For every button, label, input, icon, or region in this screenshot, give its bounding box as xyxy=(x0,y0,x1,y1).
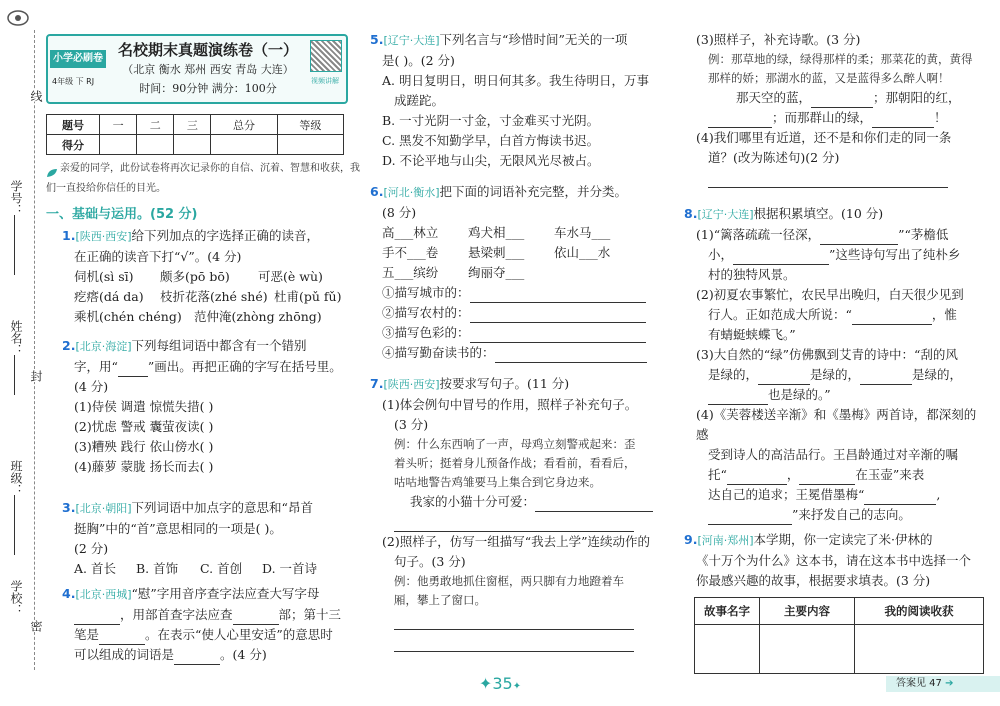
fill-text: , xyxy=(936,487,941,502)
fill-prompt: 我家的小猫十分可爱： xyxy=(410,494,536,509)
fill-text: 是绿的， xyxy=(912,367,963,382)
greeting-line-2: 们一直投给你信任的目光。 xyxy=(46,183,166,194)
fill-text: ”“茅檐低 xyxy=(898,227,949,242)
word-blank[interactable]: 悬梁刺___ xyxy=(468,245,525,260)
fill-text: 行人。正如范成大所说：“ xyxy=(708,307,852,322)
fill-text: ”来抒发自己的志向。 xyxy=(792,507,911,522)
answer-blank[interactable] xyxy=(864,490,936,505)
question-text: 是( )。(2 分) xyxy=(382,53,455,68)
question-text: 把下面的词语补充完整，并分类。 xyxy=(439,184,628,199)
category-label: ③描写色彩的： xyxy=(382,325,470,340)
question-8 xyxy=(684,204,984,525)
question-text: 下列每组词语中都含有一个错别 xyxy=(131,338,307,353)
sub-question: 道？(改为陈述句)(2 分) xyxy=(708,150,840,165)
question-5 xyxy=(370,30,655,171)
reading-header-cell: 故事名字 xyxy=(695,598,760,625)
reading-table-header xyxy=(695,598,984,625)
example-text: 例：什么东西响了一声，母鸡立刻警戒起来：歪 xyxy=(394,437,636,451)
sub-question: (4)我们哪里有近道，还不是和你们走的同一条 xyxy=(696,130,952,145)
answer-blank[interactable] xyxy=(852,310,932,325)
fill-text: ”这些诗句写出了纯朴乡 xyxy=(829,247,961,262)
option[interactable]: B. 首饰 xyxy=(136,561,179,576)
answer-item[interactable]: (2)忧虑 警戒 囊萤夜读( ) xyxy=(74,419,214,434)
poem-text: ！ xyxy=(934,110,947,125)
answer-blank[interactable] xyxy=(708,113,772,128)
reading-cell[interactable] xyxy=(695,625,760,674)
question-text: 部；第十三 xyxy=(278,607,342,622)
question-text: 《十万个为什么》这本书，请在这本书中选择一个 xyxy=(696,553,972,568)
binding-line-label: 线 xyxy=(29,90,43,102)
answer-blank[interactable] xyxy=(708,390,768,405)
question-text: 本学期，你一定读完了米·伊林的 xyxy=(753,532,933,547)
pinyin-row xyxy=(74,307,352,327)
answer-blank[interactable] xyxy=(820,230,898,245)
word-blank[interactable]: 鸡犬相___ xyxy=(468,225,525,240)
question-text: 。(4 分) xyxy=(220,647,267,662)
option[interactable]: B. 一寸光阴一寸金，寸金难买寸光阴。 xyxy=(382,113,600,128)
answer-blank[interactable] xyxy=(74,610,120,625)
greeting-line-1: 亲爱的同学，此份试卷将再次记录你的自信、沉着、智慧和收获，我 xyxy=(60,163,360,174)
score-header-cell: 等级 xyxy=(277,115,343,135)
question-tag: [辽宁·大连] xyxy=(383,34,440,47)
question-tag: [河南·郑州] xyxy=(697,534,754,547)
category-label: ①描写城市的： xyxy=(382,285,470,300)
answer-blank[interactable] xyxy=(727,470,787,485)
question-text: 根据积累填空。(10 分) xyxy=(753,206,884,221)
word-row xyxy=(382,223,655,243)
sub-question: (2)照样子，仿写一组描写“我去上学”连续动作的 xyxy=(382,534,650,549)
question-number: 4. xyxy=(62,586,76,601)
answer-line[interactable] xyxy=(470,308,646,323)
word-blank[interactable]: 绚丽夺___ xyxy=(468,265,525,280)
question-text: 在正确的读音下打“√”。(4 分) xyxy=(74,249,242,264)
sparkle-icon: ✦ xyxy=(512,681,522,692)
question-tag: [辽宁·大连] xyxy=(697,208,754,221)
fill-text: 村的独特风景。 xyxy=(708,267,796,282)
question-number: 5. xyxy=(370,32,384,47)
score-table-header xyxy=(47,115,344,135)
underline-mark xyxy=(118,362,148,377)
qr-code-icon xyxy=(310,40,342,72)
example-text: 那样的娇；那湖水的蓝，又是蓝得多么醉人啊！ xyxy=(708,71,950,85)
leaf-icon xyxy=(46,163,58,173)
fill-text: 受到诗人的高洁品行。王昌龄通过对辛渐的嘱 xyxy=(708,447,959,462)
question-6 xyxy=(370,182,655,363)
example-text: 厢，攀上了窗口。 xyxy=(394,593,486,607)
question-text: 给下列加点的字选择正确的读音， xyxy=(131,228,320,243)
category-label: ④描写勤奋读书的： xyxy=(382,345,495,360)
question-number: 8. xyxy=(684,206,698,221)
pinyin-choice[interactable]: 乘机(chén chéng) xyxy=(74,309,182,324)
pinyin-choice[interactable]: 伺机(sì sī) xyxy=(74,269,134,284)
score-header-cell: 二 xyxy=(137,115,174,135)
answer-blank[interactable] xyxy=(99,630,145,645)
fill-text: 是绿的， xyxy=(708,367,759,382)
question-7 xyxy=(370,374,655,654)
sparkle-icon: ✦ xyxy=(478,674,493,693)
word-row xyxy=(382,243,655,263)
answer-blank[interactable] xyxy=(733,250,829,265)
example-text: 咕咕地警告鸡雏要马上集合到它身边来。 xyxy=(394,475,601,489)
question-3 xyxy=(62,498,352,579)
answer-item[interactable]: (4)藤萝 蒙胧 扬长而去( ) xyxy=(74,459,214,474)
name-label: 姓名： xyxy=(9,320,23,356)
category-label: ②描写农村的： xyxy=(382,305,470,320)
fill-text: 达自己的追求；王冕借墨梅“ xyxy=(708,487,865,502)
word-blank[interactable]: 手不___卷 xyxy=(382,245,439,260)
question-4 xyxy=(62,584,352,665)
word-blank[interactable]: 高___林立 xyxy=(382,225,439,240)
question-tag: [河北·衡水] xyxy=(383,186,440,199)
binding-seal-label: 封 xyxy=(29,370,43,382)
question-9 xyxy=(684,530,984,591)
score-table xyxy=(46,114,344,155)
pinyin-choice[interactable]: 疙瘩(dá da) xyxy=(74,289,144,304)
binding-dense-label: 密 xyxy=(29,620,43,632)
brand-badge: 小学必刷卷 xyxy=(50,50,106,68)
question-text: 可以组成的词语是 xyxy=(74,647,175,662)
option[interactable]: A. 首长 xyxy=(74,561,116,576)
pinyin-choice[interactable]: 范仲淹(zhòng zhōng) xyxy=(194,309,322,324)
reading-table-row xyxy=(695,625,984,674)
question-2 xyxy=(62,336,352,477)
pinyin-row xyxy=(74,287,352,307)
example-text: 着头听；挺着身儿预备作战；看看前，看看后， xyxy=(394,456,636,470)
question-text: 下列词语中加点字的意思和“昂首 xyxy=(131,500,313,515)
question-text: 下列名言与“珍惜时间”无关的一项 xyxy=(439,32,628,47)
question-text: 字，用“ xyxy=(74,359,118,374)
student-id-label: 学号： xyxy=(9,180,23,216)
pinyin-choice[interactable]: 可恶(è wù) xyxy=(258,269,323,284)
sub-question-score: (3 分) xyxy=(394,417,429,432)
section-heading: 一、基础与运用。(52 分) xyxy=(46,207,198,222)
answer-blank[interactable] xyxy=(811,93,873,108)
pinyin-choice[interactable]: 杜甫(pǔ fǔ) xyxy=(274,289,342,304)
question-text: 挺胸”中的“首”意思相同的一项是( )。 xyxy=(74,521,282,536)
arrow-icon: ➔ xyxy=(945,678,954,689)
page-number-text: 35 xyxy=(492,674,513,693)
question-number: 3. xyxy=(62,500,76,515)
exam-cities: （北京 衡水 郑州 西安 青岛 大连） xyxy=(122,63,294,76)
corner-logo-icon xyxy=(6,8,30,28)
grade-label: 4年级 下 RJ xyxy=(52,77,95,86)
answer-blank[interactable] xyxy=(174,650,220,665)
reading-cell[interactable] xyxy=(760,625,855,674)
pinyin-row xyxy=(74,267,352,287)
question-text: 。在表示“使人心里安适”的意思时 xyxy=(145,627,333,642)
answer-line[interactable] xyxy=(394,517,634,532)
word-blank[interactable]: 五___缤纷 xyxy=(382,265,439,280)
answer-line[interactable] xyxy=(495,348,647,363)
option[interactable]: C. 黑发不知勤学早，白首方悔读书迟。 xyxy=(382,133,600,148)
answer-line[interactable] xyxy=(708,173,948,188)
fill-text: 是绿的， xyxy=(810,367,861,382)
poem-text: ；而那群山的绿， xyxy=(772,110,873,125)
option[interactable]: C. 首创 xyxy=(200,561,243,576)
question-text: ，用部首查字法应查 xyxy=(120,607,233,622)
fill-text: (3)大自然的“绿”仿佛飘到艾青的诗中：“刮的风 xyxy=(696,347,958,362)
fill-text: (2)初夏农事繁忙，农民早出晚归，白天很少见到 xyxy=(696,287,964,302)
word-row xyxy=(382,263,655,283)
score-cell[interactable] xyxy=(277,135,343,155)
fill-text: 也是绿的。” xyxy=(768,387,831,402)
answer-blank[interactable] xyxy=(860,370,912,385)
sub-question: 句子。(3 分) xyxy=(394,554,466,569)
score-header-cell: 一 xyxy=(100,115,137,135)
answer-item[interactable]: (3)糟殃 践行 依山傍水( ) xyxy=(74,439,214,454)
pinyin-choice[interactable]: 颇多(pō bō) xyxy=(160,269,230,284)
score-cell[interactable] xyxy=(174,135,211,155)
example-text: 例：他勇敢地抓住窗框，两只脚有力地蹬着车 xyxy=(394,574,624,588)
class-label: 班级： xyxy=(9,460,23,496)
question-text: (4 分) xyxy=(74,379,109,394)
score-table-row xyxy=(47,135,344,155)
question-tag: [北京·海淀] xyxy=(75,340,132,353)
question-text: (2 分) xyxy=(74,541,109,556)
answer-line[interactable] xyxy=(470,328,646,343)
fill-text: 在玉壶”来表 xyxy=(855,467,925,482)
question-text: 笔是 xyxy=(74,627,100,642)
answer-blank[interactable] xyxy=(799,470,855,485)
question-text: “慰”字用音序查字法应查大写字母 xyxy=(131,586,320,601)
exam-title: 名校期末真题演练卷（一） xyxy=(117,41,298,59)
answer-blank[interactable] xyxy=(758,370,810,385)
question-text: 你最感兴趣的故事，根据要求填表。(3 分) xyxy=(696,573,931,588)
answer-line[interactable] xyxy=(394,615,634,630)
question-7-continued xyxy=(684,30,984,192)
question-number: 6. xyxy=(370,184,384,199)
poem-text: 那天空的蓝， xyxy=(736,90,812,105)
fill-text: 托“ xyxy=(708,467,727,482)
question-number: 9. xyxy=(684,532,698,547)
score-header-cell: 三 xyxy=(174,115,211,135)
answer-blank[interactable] xyxy=(233,610,279,625)
exam-header xyxy=(46,34,348,104)
question-number: 2. xyxy=(62,338,76,353)
question-1 xyxy=(62,226,352,327)
answer-line[interactable] xyxy=(535,497,653,512)
answer-line[interactable] xyxy=(394,637,634,652)
sub-question: (3)照样子，补充诗歌。(3 分) xyxy=(696,32,861,47)
option-continued: 成蹉跎。 xyxy=(394,93,445,108)
question-tag: [陕西·西安] xyxy=(75,230,132,243)
school-label: 学校： xyxy=(9,580,23,616)
video-label: 视频讲解 xyxy=(311,77,339,85)
fill-text: ，惟 xyxy=(931,307,957,322)
question-text: ”画出。再把正确的字写在括号里。 xyxy=(147,359,342,374)
answer-line[interactable] xyxy=(470,288,646,303)
answer-reference-text: 答案见 47 xyxy=(896,678,942,689)
fill-text: ， xyxy=(786,467,800,482)
word-blank[interactable]: 依山___水 xyxy=(554,245,611,260)
question-number: 1. xyxy=(62,228,76,243)
pinyin-choice[interactable]: 枝折花落(zhé shé) xyxy=(160,289,268,304)
reading-header-cell: 主要内容 xyxy=(760,598,855,625)
reading-header-cell: 我的阅读收获 xyxy=(855,598,984,625)
options-row xyxy=(74,559,352,579)
fill-text: (1)“篱落疏疏一径深， xyxy=(696,227,821,242)
example-text: 例：那草地的绿，绿得那样的柔；那菜花的黄，黄得 xyxy=(708,52,973,66)
score-cell[interactable] xyxy=(137,135,174,155)
question-text: (8 分) xyxy=(382,205,417,220)
exam-time-score: 时间：90分钟 满分：100分 xyxy=(139,82,277,95)
answer-blank[interactable] xyxy=(872,113,934,128)
score-header-cell: 总分 xyxy=(211,115,277,135)
sub-question: (1)体会例句中冒号的作用，照样子补充句子。 xyxy=(382,397,638,412)
reading-table xyxy=(694,597,984,674)
score-cell[interactable] xyxy=(211,135,277,155)
option[interactable]: D. 不论平地与山尖，无限风光尽被占。 xyxy=(382,153,600,168)
option[interactable]: A. 明日复明日，明日何其多。我生待明日，万事 xyxy=(382,73,649,88)
fill-text: (4)《芙蓉楼送辛渐》和《墨梅》两首诗，都深刻的感 xyxy=(696,407,977,442)
answer-blank[interactable] xyxy=(708,510,792,525)
question-tag: [北京·西城] xyxy=(75,588,132,601)
question-number: 7. xyxy=(370,376,384,391)
fill-text: 小， xyxy=(708,247,734,262)
answer-item[interactable]: (1)侍侯 调遣 惊慌失措( ) xyxy=(74,399,214,414)
score-cell[interactable] xyxy=(100,135,137,155)
binding-strip xyxy=(0,30,46,670)
score-row-label: 得分 xyxy=(47,135,100,155)
score-header-cell: 题号 xyxy=(47,115,100,135)
question-text: 按要求写句子。(11 分) xyxy=(439,376,570,391)
fill-text: 有蜻蜓蛱蝶飞。” xyxy=(708,327,796,342)
reading-cell[interactable] xyxy=(855,625,984,674)
answer-reference xyxy=(886,676,1000,692)
question-tag: [北京·朝阳] xyxy=(75,502,132,515)
question-tag: [陕西·西安] xyxy=(383,378,440,391)
poem-text: ；那朝阳的红， xyxy=(873,90,961,105)
option[interactable]: D. 一首诗 xyxy=(262,561,318,576)
word-blank[interactable]: 车水马___ xyxy=(554,225,611,240)
page-number xyxy=(470,674,530,693)
